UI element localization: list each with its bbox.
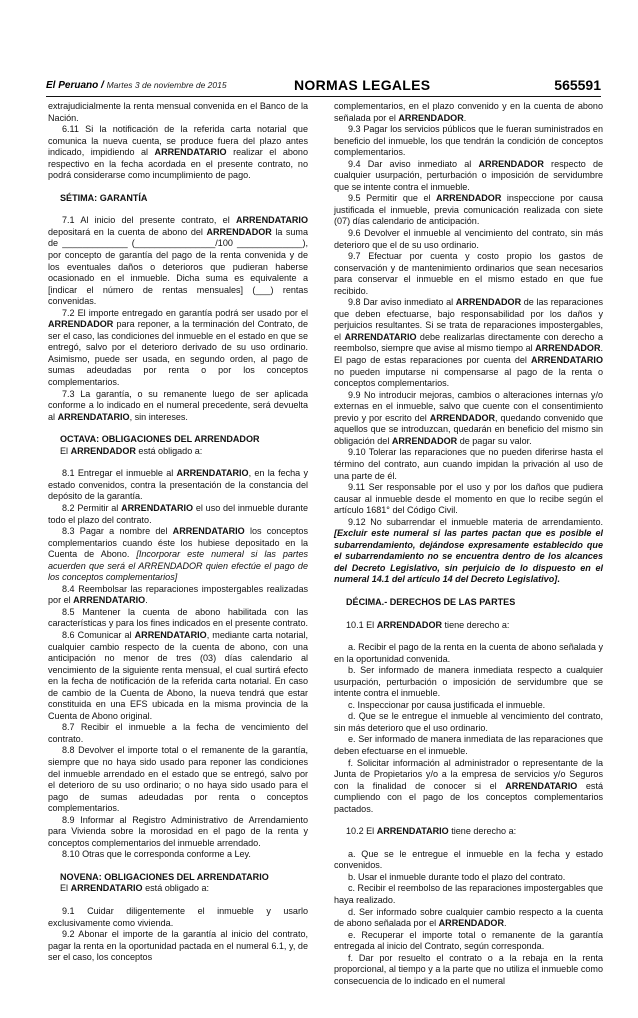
paragraph-9-9: 9.9 No introducir mejoras, cambios o alteraciones internas y/o externas en el inmueble, salvo que cuente con el consentimiento previo y por escrito del ARRENDADOR, quedando convenido que aquellos que se introduzcan, quedarán en beneficio del mismo sin obligación del ARRENDADOR de pagar su valor. — [334, 389, 603, 446]
heading-octava-subtitle: El ARRENDADOR está obligado a: — [60, 445, 203, 456]
paragraph-7-1: 7.1 Al inicio del presente contrato, el ARRENDATARIO depositará en la cuenta de abono del ARRENDADOR la suma de _____________ (________________/100 _____________), por concepto de garantía del pago de la renta convenida y de los eventuales daños o deterioros que pudieran haberse ocasionado en el inmueble. Dicha suma es equivalente a [indicar el número de rentas mensuales] (___) rentas convenidas. — [48, 215, 308, 307]
paragraph-8-1: 8.1 Entregar el inmueble al ARRENDATARIO, en la fecha y estado convenidos, contra la presentación de la constancia del depósito de la garantía. — [48, 468, 309, 502]
list-item: e. Recuperar el importe total o remanente de la garantía entregada al inicio del Contrato, según corresponda. — [334, 929, 603, 952]
paragraph-9-5: 9.5 Permitir que el ARRENDADOR inspeccione por causa justificada el inmueble, previa comunicación realizada con siete (07) días calendario de anticipación. — [334, 193, 603, 227]
paragraph-7-3: 7.3 La garantía, o su remanente luego de ser aplicada conforme a lo indicado en el numeral precedente, será devuelta al ARRENDATARIO, sin intereses. — [48, 388, 308, 422]
heading-octava: OCTAVA: OBLIGACIONES DEL ARRENDADOR — [60, 434, 260, 445]
heading-novena: NOVENA: OBLIGACIONES DEL ARRENDATARIO — [60, 871, 269, 882]
paragraph-7-2: 7.2 El importe entregado en garantía podrá ser usado por el ARRENDADOR para reponer, a la terminación del Contrato, de ser el caso, las condiciones del inmueble en el estado en que se entregó, salvo por el deterioro derivado de su uso ordinario. Asimismo, puede ser usada, en segundo orden, al pago de sumas adeudadas por renta o por los conceptos complementarios. — [48, 307, 308, 388]
paragraph-9-6: 9.6 Devolver el inmueble al vencimiento del contrato, sin más deterioro que el de su uso ordinario. — [334, 228, 603, 250]
paragraph-8-2: 8.2 Permitir al ARRENDATARIO el uso del inmueble durante todo el plazo del contrato. — [48, 502, 308, 525]
list-item: e. Ser informado de manera inmediata de las reparaciones que deben efectuarse en el inmueble. — [334, 734, 603, 756]
heading-decima: DÉCIMA.- DERECHOS DE LAS PARTES — [346, 596, 516, 607]
paragraph-8-5: 8.5 Mantener la cuenta de abono habilitada con las características y para los fines indicados en el presente contrato. — [48, 606, 308, 629]
paragraph-6-11: 6.11 Si la notificación de la referida carta notarial que comunica la nueva cuenta, se produce fuera del plazo antes indicado, impidiendo al ARRENDATARIO realizar el abono respectivo en la fecha acordada en el presente contrato, no podrá considerarse como incumplimiento de pago. — [48, 124, 308, 181]
paragraph-8-10: 8.10 Otras que le corresponda conforme a Ley. — [62, 849, 251, 860]
subheading-10-2: 10.2 El ARRENDATARIO tiene derecho a: — [346, 826, 517, 837]
list-item: a. Recibir el pago de la renta en la cuenta de abono señalada y en la oportunidad convenida. — [334, 642, 603, 664]
paragraph-8-9: 8.9 Informar al Registro Administrativo de Arrendamiento para Vivienda sobre la morosidad en el pago de la renta y conceptos complementarios del inmueble arrendado. — [48, 814, 308, 848]
list-item: f. Dar por resuelto el contrato o a la rebaja en la renta proporcional, al tiempo y a la parte que no utiliza el inmueble como consecuencia de lo indicado en el numeral — [334, 952, 603, 986]
paragraph: extrajudicialmente la renta mensual convenida en el Banco de la Nación. — [48, 101, 308, 123]
paragraph-8-6: 8.6 Comunicar al ARRENDATARIO, mediante carta notarial, cualquier cambio respecto de la cuenta de abono, con una anticipación no menor de tres (03) días calendario al vencimiento de la siguiente renta mensual, el cual surtirá efecto en la fecha de notificación de la referida carta notarial. En caso de cambio de la Cuenta de Abono, la nueva tendrá que estar constituida en una EFS ubicada en la misma provincia de la Cuenta de Abono original. — [48, 629, 308, 721]
issue-date: Martes 3 de noviembre de 2015 — [106, 80, 227, 90]
paragraph-9-12: 9.12 No subarrendar el inmueble materia de arrendamiento. [Excluir este numeral si las partes pactan que es posible el subarrendamiento, dejándose expresamente establecido que el subarrendamiento no se encuentra dentro de los alcances del Decreto Legislativo, sin perjuicio de lo dispuesto en el numeral 14.1 del artículo 14 del Decreto Legislativo]. — [334, 516, 603, 585]
masthead — [46, 80, 227, 91]
list-item: a. Que se le entregue el inmueble en la fecha y estado convenidos. — [334, 848, 603, 871]
left-column — [48, 101, 308, 964]
subheading-10-1: 10.1 El ARRENDADOR tiene derecho a: — [346, 619, 510, 630]
paragraph-9-10: 9.10 Tolerar las reparaciones que no pueden diferirse hasta el término del contrato, aun cuando impidan la privación al uso de una parte de él. — [334, 447, 603, 481]
paragraph-9-1: 9.1 Cuidar diligentemente el inmueble y usarlo exclusivamente como vivienda. — [48, 906, 308, 928]
newspaper-name: El Peruano / — [46, 80, 104, 91]
paragraph-8-8: 8.8 Devolver el importe total o el remanente de la garantía, siempre que no haya sido usado para reponer las condiciones del inmueble arrendado en el estado que se entregó, salvo por el deterioro de su uso ordinario; o no haya sido usado para el pago de sumas adeudadas por renta o conceptos complementarios. — [48, 745, 308, 814]
heading-novena-subtitle: El ARRENDATARIO está obligado a: — [60, 883, 210, 894]
list-item: b. Usar el inmueble durante todo el plazo del contrato. — [348, 871, 566, 882]
paragraph-9-4: 9.4 Dar aviso inmediato al ARRENDADOR respecto de cualquier usurpación, perturbación o imposición de servidumbre que se intente contra el inmueble. — [334, 158, 604, 192]
page-header — [46, 76, 601, 98]
header-rule — [46, 96, 601, 97]
list-item: d. Que se le entregue el inmueble al vencimiento del contrato, sin más deterioro que el uso ordinario. — [334, 711, 603, 733]
paragraph-9-3: 9.3 Pagar los servicios públicos que le fueran suministrados en beneficio del inmueble, los que tendrán la condición de conceptos complementarios. — [334, 124, 603, 158]
paragraph-9-11: 9.11 Ser responsable por el uso y por los daños que pudiera causar al inmueble desde el momento en que lo recibe según el artículo 1681° del Código Civil. — [334, 482, 603, 516]
list-item: b. Ser informado de manera inmediata respecto a cualquier usurpación, perturbación o imposición de servidumbre que se intente contra el inmueble. — [334, 665, 603, 699]
paragraph-8-7: 8.7 Recibir el inmueble a la fecha de vencimiento del contrato. — [48, 722, 308, 744]
paragraph-9-8: 9.8 Dar aviso inmediato al ARRENDADOR de las reparaciones que deben efectuarse, bajo responsabilidad por los daños y perjuicios resultantes. Si se trata de reparaciones impostergables, el ARRENDATARIO debe realizarlas directamente con derecho a reembolso, siempre que avise al mismo tiempo al ARRENDADOR. El pago de estas reparaciones por cuenta del ARRENDATARIO no pueden imputarse ni compensarse al pago de la renta o conceptos complementarios. — [334, 297, 603, 389]
section-title: NORMAS LEGALES — [294, 77, 431, 93]
page-number: 565591 — [554, 77, 601, 93]
paragraph-9-2: 9.2 Abonar el importe de la garantía al inicio del contrato, pagar la renta en la oportunidad pactada en el numeral 6.1, y, de ser el caso, los conceptos — [48, 929, 308, 963]
paragraph-8-4: 8.4 Reembolsar las reparaciones impostergables realizadas por el ARRENDATARIO. — [48, 583, 308, 606]
list-item: c. Recibir el reembolso de las reparaciones impostergables que haya realizado. — [334, 883, 603, 905]
right-column — [334, 101, 603, 987]
paragraph-9-7: 9.7 Efectuar por cuenta y costo propio los gastos de conservación y de mantenimiento ordinarios que sean necesarios para conservar el inmueble en el mismo estado en que fue recibido. — [334, 251, 603, 296]
heading-septima: SÉTIMA: GARANTÍA — [60, 192, 148, 203]
list-item: f. Solicitar información al administrador o representante de la Junta de Propietarios y/o a la empresa de servicios y/o Seguros con la finalidad de conocer si el ARRENDATARIO está cumpliendo con el pago de los conceptos complementarios pactados. — [334, 757, 603, 814]
paragraph-8-3: 8.3 Pagar a nombre del ARRENDATARIO los conceptos complementarios cuando éste los hubiese depositado en la Cuenta de Abono. [Incorporar este numeral si las partes acuerden que será el ARRENDADOR quien efectúe el pago de los conceptos complementarios] — [48, 526, 308, 583]
paragraph: complementarios, en el plazo convenido y en la cuenta de abono señalada por el ARRENDADOR. — [334, 101, 603, 123]
list-item: d. Ser informado sobre cualquier cambio respecto a la cuenta de abono señalada por el ARRENDADOR. — [334, 906, 603, 929]
list-item: c. Inspeccionar por causa justificada el inmueble. — [348, 699, 546, 710]
